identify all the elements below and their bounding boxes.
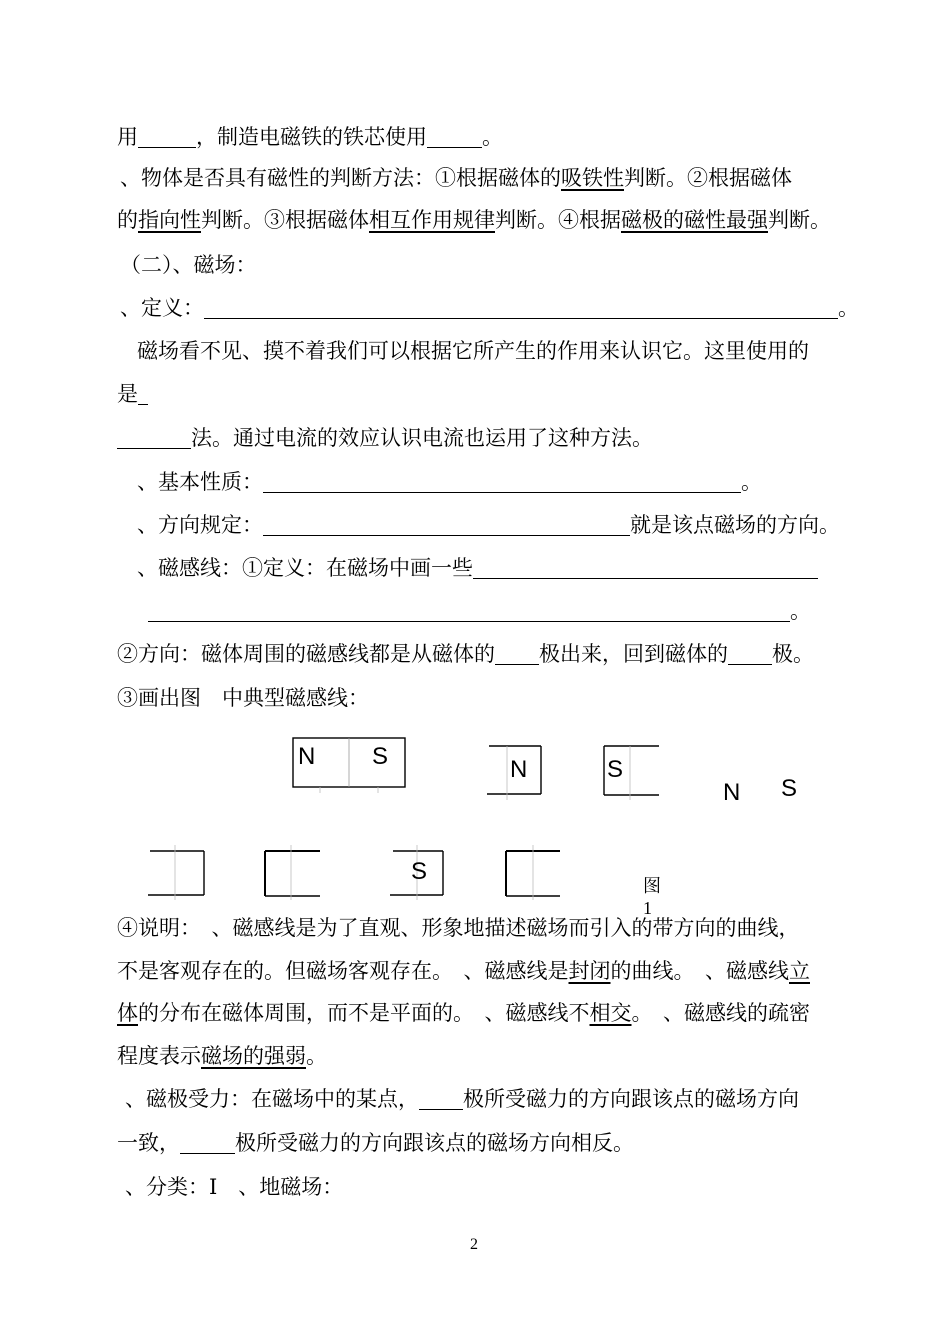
blank-field[interactable]: [495, 642, 539, 665]
line-14: [117, 683, 369, 713]
page-number: 2: [470, 1236, 478, 1253]
text: 法。通过电流的效应认识电流也运用了这种方法。: [191, 426, 653, 450]
text: 程度表示: [117, 1044, 201, 1068]
text: 极所受磁力的方向跟该点的磁场方向相反。: [235, 1131, 634, 1155]
n-pole-label: N: [510, 756, 528, 783]
text: 。 、磁感线的疏密: [631, 1001, 810, 1025]
underlined-term: 封闭: [568, 959, 611, 983]
underlined-term: 磁极的磁性最强: [621, 208, 768, 232]
blank-field[interactable]: [728, 642, 772, 665]
line-21: [125, 1172, 343, 1202]
text: 、方向规定：: [137, 513, 263, 537]
n-pole-label: N: [298, 743, 316, 770]
text: 、分类：Ⅰ 、地磁场：: [125, 1175, 344, 1199]
underlined-term: 相交: [589, 1001, 632, 1025]
text: 极出来，回到磁体的: [539, 642, 728, 666]
text: 判断。③根据磁体: [201, 208, 369, 232]
text: 。: [482, 125, 503, 149]
text: 磁场看不见、摸不着我们可以根据它所产生的作用来认识它。这里使用的: [137, 339, 809, 363]
text: 、磁极受力：在磁场中的某点，: [125, 1087, 419, 1111]
blank-field[interactable]: [138, 125, 196, 148]
text: 的分布在磁体周围，而不是平面的。 、磁感线不: [138, 1001, 590, 1025]
line-12: [148, 596, 811, 626]
line-2: [120, 163, 792, 193]
text: 。: [741, 470, 762, 494]
line-20: [117, 1128, 634, 1158]
text: 、定义：: [120, 296, 204, 320]
text: 一致，: [117, 1131, 180, 1155]
blank-field[interactable]: [117, 426, 191, 449]
text: 极所受磁力的方向跟该点的磁场方向: [463, 1087, 799, 1111]
text: ②方向：磁体周围的磁感线都是从磁体的: [117, 642, 495, 666]
s-pole-label: S: [781, 775, 798, 802]
underlined-term: 相互作用规律: [369, 208, 495, 232]
s-pole-label: S: [607, 756, 624, 783]
underlined-term: 立: [789, 959, 810, 983]
line-16: [117, 956, 810, 986]
blank-field[interactable]: [419, 1087, 463, 1110]
underlined-term: 磁场的强弱: [201, 1044, 306, 1068]
line-7: [117, 379, 148, 409]
blank-field[interactable]: [204, 296, 838, 319]
text: ，制造电磁铁的铁芯使用: [196, 125, 427, 149]
text: 的曲线。 、磁感线: [610, 959, 789, 983]
blank-field[interactable]: [138, 382, 148, 405]
n-pole-label: N: [723, 779, 741, 806]
text: 。: [306, 1044, 327, 1068]
text: 判断。④根据: [495, 208, 621, 232]
underlined-term: 体: [117, 1001, 138, 1025]
line-18: [117, 1041, 327, 1071]
text: 。: [838, 296, 859, 320]
s-pole-label: S: [411, 858, 428, 885]
line-13: [117, 639, 814, 669]
section-heading-magnetic-field: [120, 250, 257, 280]
underlined-term: 吸铁性: [561, 166, 624, 190]
blank-field[interactable]: [148, 599, 790, 622]
line-17: [117, 998, 810, 1028]
line-3: [117, 205, 831, 235]
s-pole-label: S: [372, 743, 389, 770]
line-8: [117, 423, 653, 453]
line-9: [137, 467, 762, 497]
blank-field[interactable]: [263, 513, 630, 536]
text: 用: [117, 125, 138, 149]
text: 不是客观存在的。但磁场客观存在。 、磁感线是: [117, 959, 569, 983]
text: 就是该点磁场的方向。: [630, 513, 840, 537]
blank-field[interactable]: [427, 125, 482, 148]
text: 判断。: [768, 208, 831, 232]
text: 的: [117, 208, 138, 232]
text: 判断。②根据磁体: [624, 166, 792, 190]
line-6: [137, 336, 809, 366]
blank-field[interactable]: [473, 556, 818, 579]
line-5: [120, 293, 859, 323]
line-11: [137, 553, 818, 583]
text: 是: [117, 382, 138, 406]
line-1: [117, 122, 503, 152]
line-19: [125, 1084, 799, 1114]
text: 。: [790, 599, 811, 623]
text: 、物体是否具有磁性的判断方法：①根据磁体的: [120, 166, 561, 190]
blank-field[interactable]: [180, 1131, 235, 1154]
blank-field[interactable]: [263, 470, 741, 493]
text: ④说明： 、磁感线是为了直观、形象地描述磁场而引入的带方向的曲线，: [117, 916, 800, 940]
underlined-term: 指向性: [138, 208, 201, 232]
text: 极。: [772, 642, 814, 666]
figure-caption: 图 1: [643, 876, 661, 918]
text: 、基本性质：: [137, 470, 263, 494]
line-10: [137, 510, 840, 540]
text: （二）、磁场：: [120, 253, 257, 277]
text: 、磁感线：①定义：在磁场中画一些: [137, 556, 473, 580]
line-15: [117, 913, 800, 943]
text: ③画出图 中典型磁感线：: [117, 686, 369, 710]
